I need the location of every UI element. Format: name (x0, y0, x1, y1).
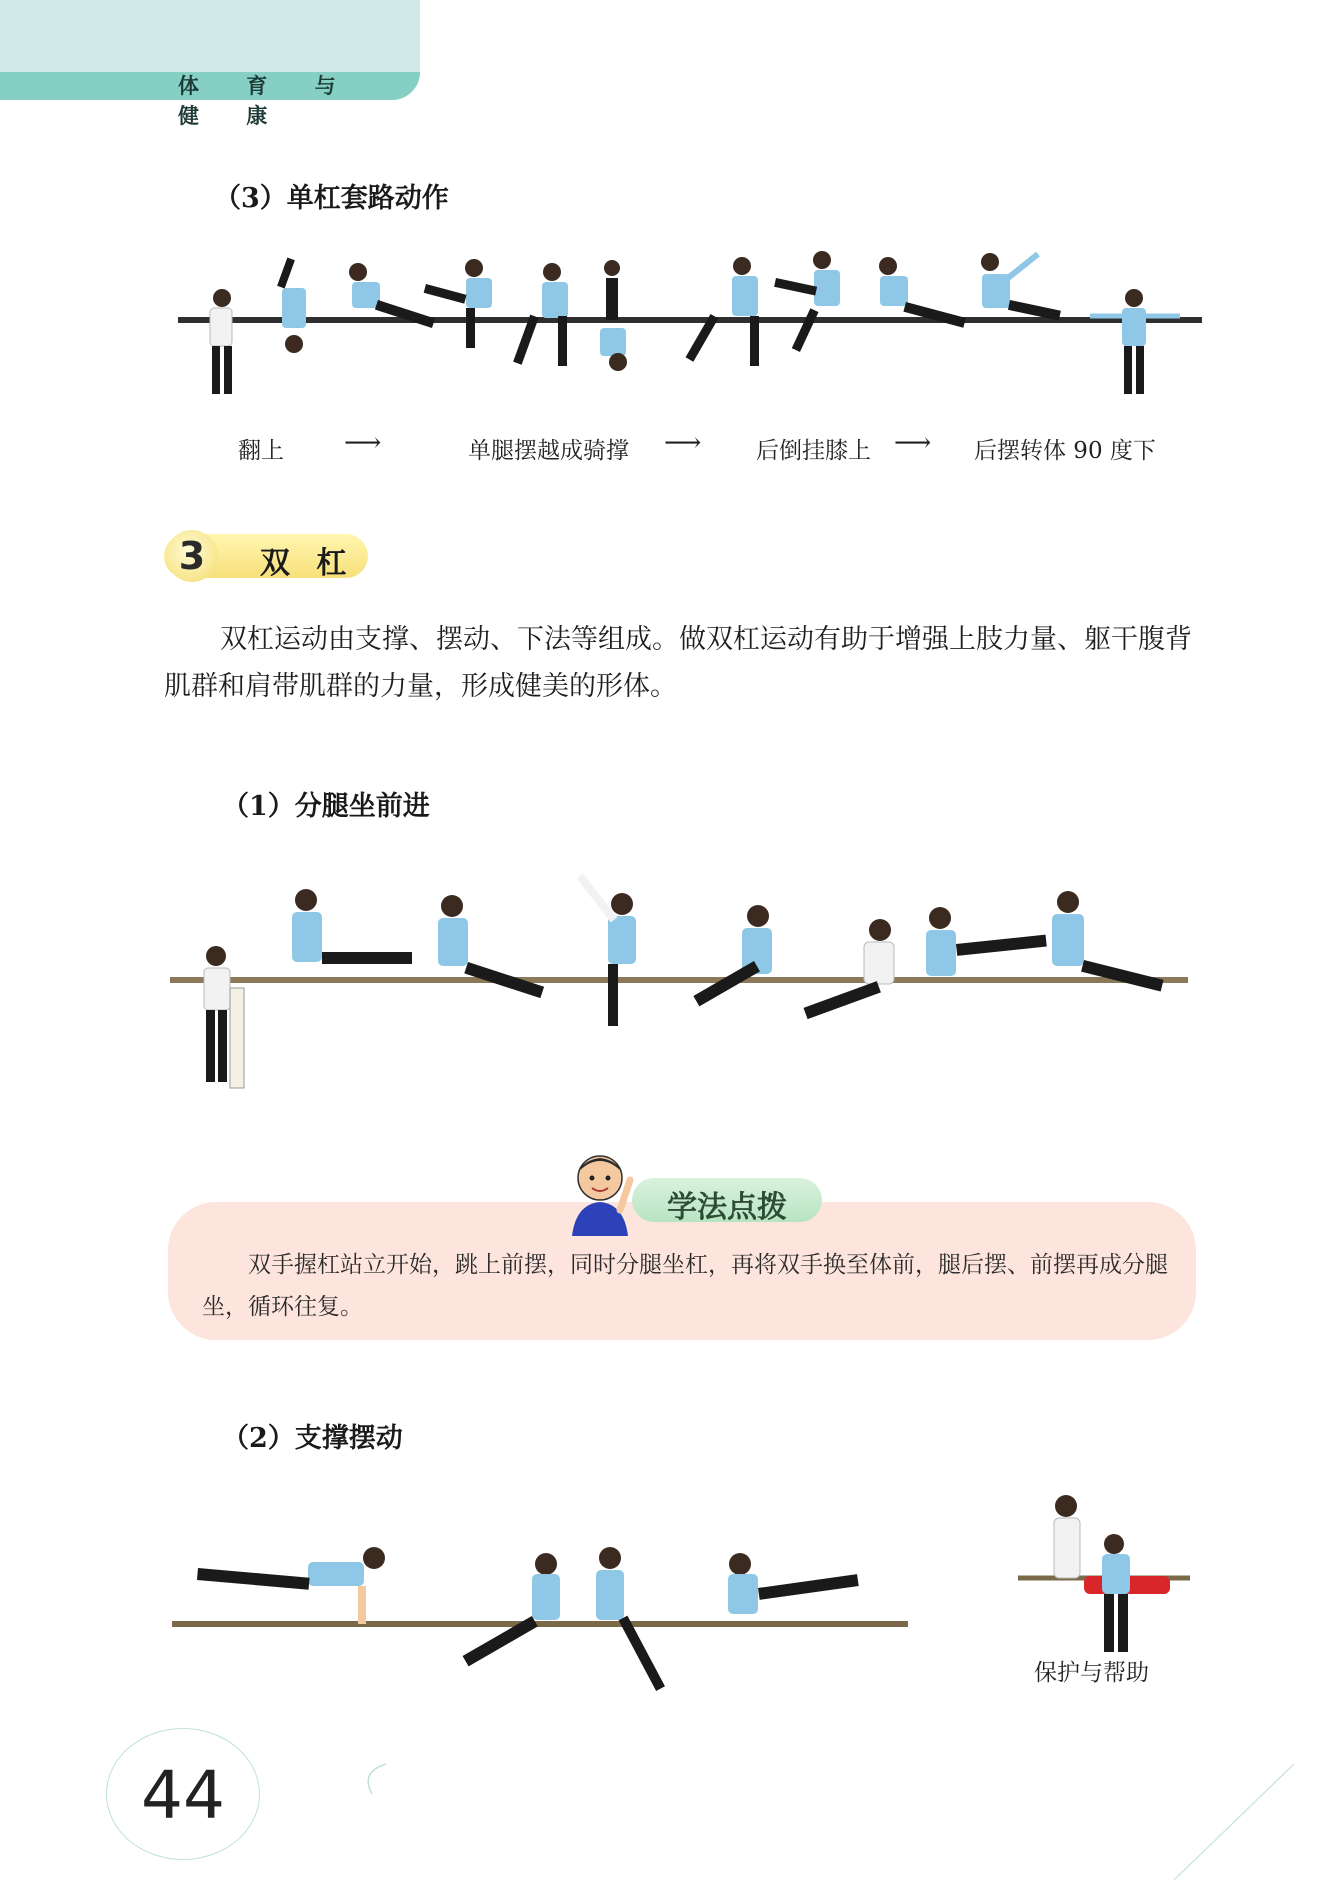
horizontal-bar-illustration (170, 248, 1210, 418)
subheading-horizontal-bar-routine: （3）单杠套路动作 (214, 183, 449, 214)
figure-1-standing (210, 289, 232, 394)
intro-paragraph: 双杠运动由支撑、摆动、下法等组成。做双杠运动有助于增强上肢力量、躯干腹背肌群和肩带肌群的力量，形成健美的形体。 (164, 624, 1192, 702)
caption-turn-dismount: 后摆转体 90 度下 (974, 438, 1156, 464)
subheading-support-swing: （2）支撑摆动 (222, 1423, 403, 1454)
figure-6-swing (803, 919, 894, 1019)
figure-4-swing (580, 876, 636, 1026)
header-tab (0, 0, 420, 128)
caption-kip-up: 翻上 (238, 438, 284, 464)
figure-11-landing (1090, 289, 1180, 394)
figure-8-knee-hang (774, 251, 840, 352)
figure-2-support (463, 1553, 560, 1666)
arrow-icon: ⟶ (894, 428, 932, 458)
student-mascot-icon (566, 1150, 636, 1236)
figure-4-front-support (728, 1553, 859, 1614)
figure-10-turn (981, 253, 1061, 321)
spotting-illustration (1014, 1488, 1194, 1658)
figure-8-sit (1052, 891, 1164, 991)
page-number-circle (106, 1728, 260, 1860)
tip-label-badge (632, 1178, 822, 1225)
figure-3-back-swing (596, 1547, 665, 1691)
tip-text: 双手握杠站立开始，跳上前摆，同时分腿坐杠，再将双手换至体前，腿后摆、前摆再成分腿坐，循环往复。 (202, 1252, 1168, 1320)
page-number: 44 (141, 1757, 225, 1834)
figure-7-sit (926, 907, 1047, 976)
figure-2-inverted (277, 258, 306, 353)
figure-6-hang (600, 260, 627, 371)
figure-5-straddle (513, 263, 568, 366)
section-title: 双 杠 (260, 546, 355, 581)
caption-knee-hang: 后倒挂膝上 (756, 438, 871, 464)
figure-1-standing (204, 946, 244, 1088)
arrow-icon: ⟶ (664, 428, 702, 458)
figure-5-swing (693, 905, 772, 1006)
section-number: 3 (166, 530, 218, 582)
tip-label: 学法点拨 (667, 1190, 787, 1225)
straddle-sit-illustration (168, 864, 1198, 1124)
support-swing-illustration (168, 1528, 916, 1708)
caption-leg-over: 单腿摆越成骑撑 (468, 438, 629, 464)
figure-1-front-swing (197, 1547, 385, 1624)
subheading-straddle-sit: （1）分腿坐前进 (222, 791, 430, 822)
decorative-arc-icon (356, 1760, 396, 1800)
arrow-icon: ⟶ (344, 428, 382, 458)
header-subject: 体 育 与 健 康 (178, 74, 356, 128)
figure-2-sit (292, 889, 412, 964)
section-pill (164, 534, 368, 581)
caption-spotting: 保护与帮助 (1034, 1660, 1149, 1686)
figure-4-leg-over (424, 259, 492, 348)
page-curl-icon (1170, 1760, 1300, 1884)
figure-7-straddle (686, 257, 759, 366)
